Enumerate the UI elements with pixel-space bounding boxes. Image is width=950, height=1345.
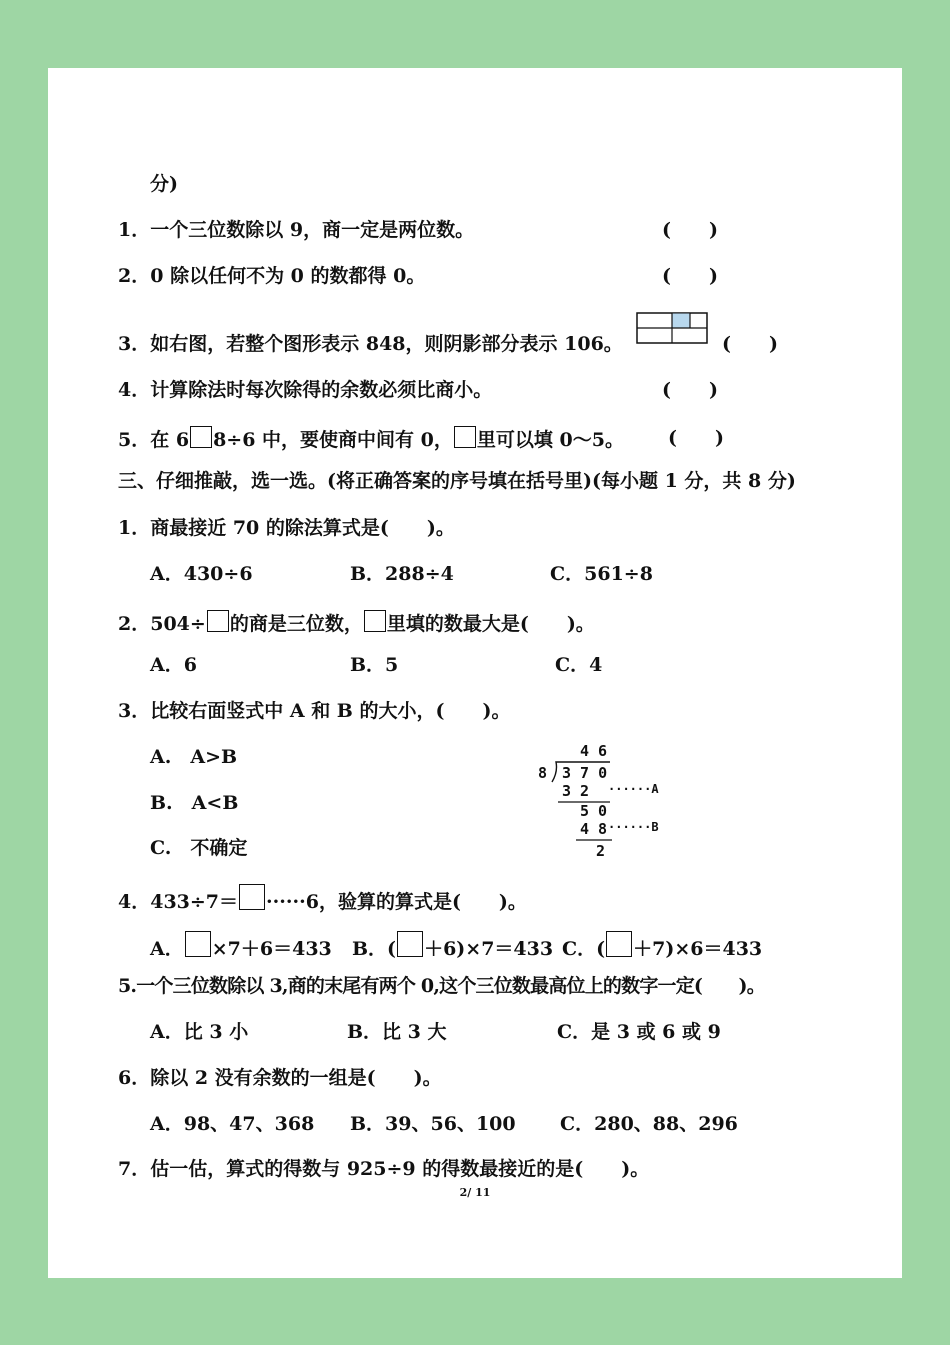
blank-box[interactable]: [185, 931, 211, 957]
q3-option-c: C. 不确定: [150, 837, 248, 859]
header-fragment: 分): [150, 173, 178, 195]
q5-option-b: B．比 3 大: [347, 1021, 447, 1043]
long-division: [530, 740, 670, 865]
judge-answer-4[interactable]: ( ): [662, 379, 718, 401]
q3-option-b: B. A<B: [150, 792, 239, 814]
choice-question-1: 1．商最接近 70 的除法算式是( )。: [118, 517, 455, 539]
q1-option-a: A．430÷6: [150, 563, 253, 585]
choice-question-5: 5.一个三位数除以 3,商的末尾有两个 0,这个三位数最高位上的数字一定( )。: [118, 975, 765, 997]
q3-option-a: A. A>B: [150, 746, 238, 768]
dividend: 3 7 0: [562, 764, 608, 782]
q5-option-c: C．是 3 或 6 或 9: [557, 1021, 721, 1043]
section-3-title: 三、仔细推敲，选一选。(将正确答案的序号填在括号里)(每小题 1 分，共 8 分): [118, 470, 796, 492]
choice-question-4: 4．433÷7＝ ······6，验算的算式是( )。: [118, 884, 527, 914]
subtract-step-1: 3 2: [562, 782, 590, 800]
q1-option-c: C．561÷8: [550, 563, 653, 585]
q4-option-a: A． ×7＋6＝433: [150, 931, 332, 961]
quotient: 4 6: [580, 742, 608, 760]
q2-option-b: B．5: [350, 654, 399, 676]
choice-question-3: 3．比较右面竖式中 A 和 B 的大小，( )。: [118, 700, 511, 722]
partial-remainder: 5 0: [580, 802, 608, 820]
judge-question-3: 3．如右图，若整个图形表示 848，则阴影部分表示 106。: [118, 333, 623, 355]
label-a: ······A: [608, 782, 659, 796]
judge-answer-3[interactable]: ( ): [722, 333, 778, 355]
page-number: 2/ 11: [459, 1186, 491, 1199]
judge-question-1: 1．一个三位数除以 9，商一定是两位数。: [118, 219, 475, 241]
q1-option-b: B．288÷4: [350, 563, 454, 585]
judge-question-4: 4．计算除法时每次除得的余数必须比商小。: [118, 379, 493, 401]
divisor: 8: [538, 764, 548, 782]
q6-option-a: A．98、47、368: [150, 1113, 315, 1135]
blank-box[interactable]: [207, 610, 229, 632]
q4-option-c: C．( ＋7)×6＝433: [562, 931, 762, 961]
choice-question-6: 6．除以 2 没有余数的一组是( )。: [118, 1067, 442, 1089]
blank-box[interactable]: [190, 426, 212, 448]
subtract-step-2: 4 8: [580, 820, 608, 838]
choice-question-7: 7．估一估，算式的得数与 925÷9 的得数最接近的是( )。: [118, 1158, 650, 1180]
q2-option-c: C．4: [555, 654, 603, 676]
blank-box[interactable]: [364, 610, 386, 632]
rule-2: [576, 838, 612, 842]
judge-answer-5[interactable]: ( ): [668, 427, 724, 449]
final-remainder: 2: [596, 842, 606, 860]
blank-box[interactable]: [606, 931, 632, 957]
blank-box[interactable]: [239, 884, 265, 910]
judge-answer-2[interactable]: ( ): [662, 265, 718, 287]
judge-question-2: 2．0 除以任何不为 0 的数都得 0。: [118, 265, 426, 287]
judge-question-5: 5．在 6 8÷6 中，要使商中间有 0， 里可以填 0～5。: [118, 426, 624, 452]
label-b: ······B: [608, 820, 659, 834]
q4-option-b: B．( ＋6)×7＝433: [352, 931, 553, 961]
shaded-rectangle-figure: [636, 312, 708, 344]
q6-option-c: C．280、88、296: [560, 1113, 738, 1135]
q5-option-a: A．比 3 小: [150, 1021, 249, 1043]
q6-option-b: B．39、56、100: [350, 1113, 516, 1135]
blank-box[interactable]: [454, 426, 476, 448]
q2-option-a: A．6: [150, 654, 197, 676]
judge-answer-1[interactable]: ( ): [662, 219, 718, 241]
choice-question-2: 2．504÷ 的商是三位数， 里填的数最大是( )。: [118, 610, 595, 636]
blank-box[interactable]: [397, 931, 423, 957]
